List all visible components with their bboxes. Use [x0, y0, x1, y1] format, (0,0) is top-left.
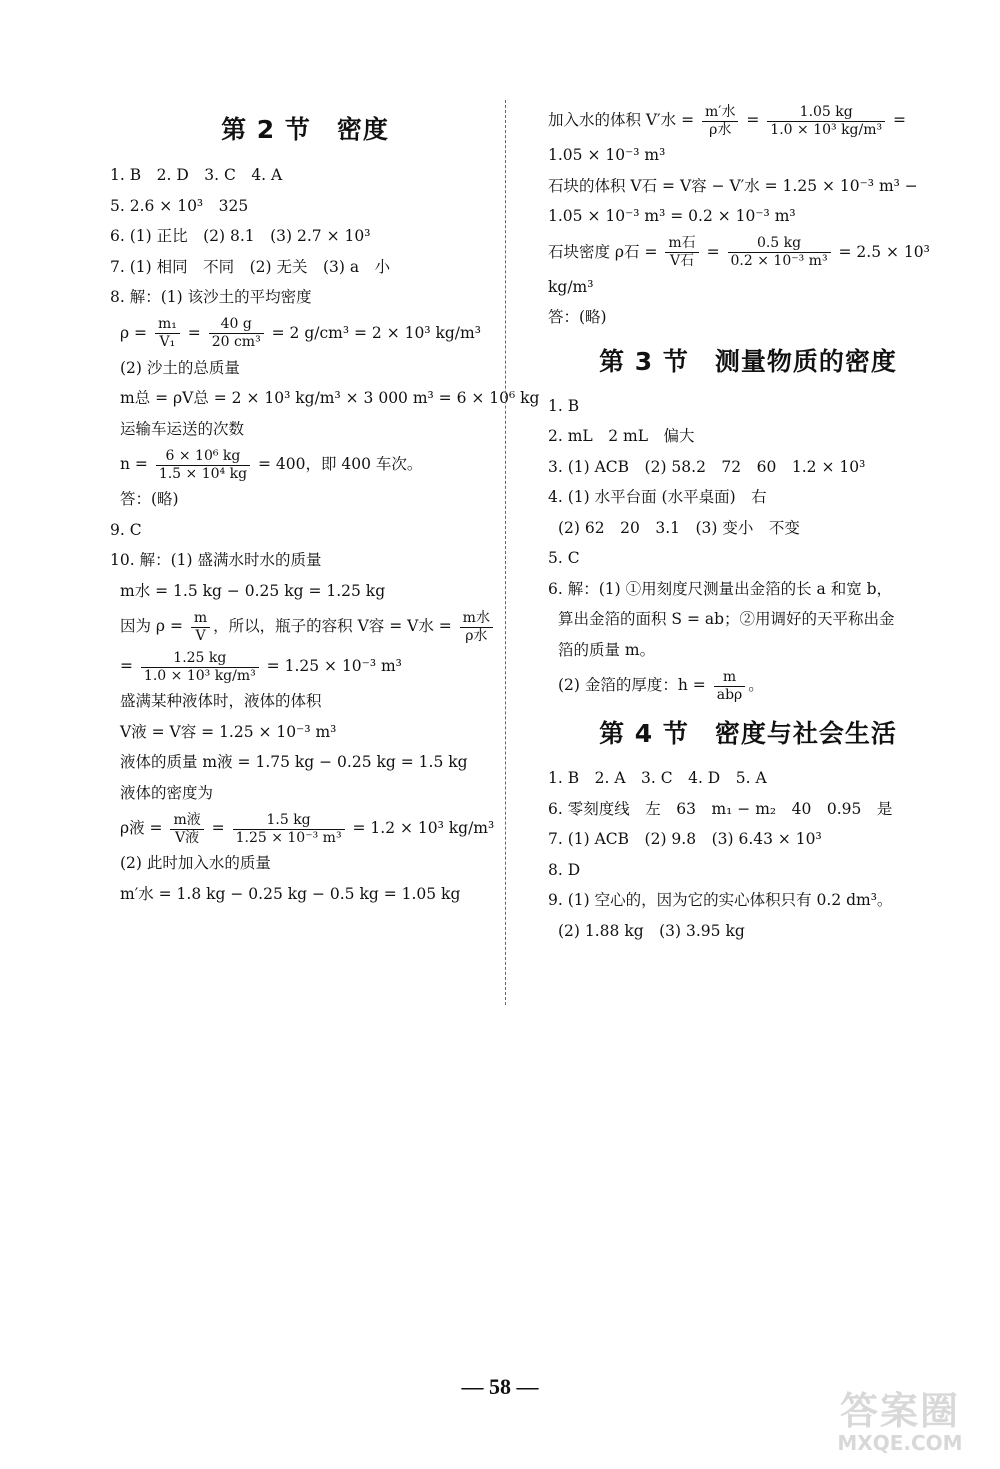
- answer-line: 6. 解：(1) ①用刻度尺测量出金箔的长 a 和宽 b，: [548, 579, 893, 598]
- answer-line: 5. C: [548, 549, 580, 567]
- answer-line: m′水 = 1.8 kg − 0.25 kg − 0.5 kg = 1.05 kg: [120, 884, 461, 903]
- fraction: $\frac{\text{m液}}{\text{V液}}$: [170, 812, 203, 847]
- watermark-logo: 答案圈 MXQE.COM: [837, 1389, 963, 1455]
- answer-line: m总 = ρV总 = 2 × 10³ kg/m³ × 3 000 m³ = 6 × 10⁶ kg: [120, 389, 540, 407]
- equation-density: ρ = $\frac{\text{m₁}}{\text{V₁}}$ = $\frac{40 g}{\text{20 cm³}}$ = 2 g/cm³ = 2 × 10³ kg/m³: [120, 316, 481, 350]
- answer-line: 液体的密度为: [120, 783, 214, 802]
- fraction: $\frac{\text{m石}}{\text{V石}}$: [665, 235, 698, 270]
- answer-line: (2) 1.88 kg (3) 3.95 kg: [558, 921, 745, 940]
- answer-line: 答：(略): [548, 308, 607, 326]
- answer-line: 8. D: [548, 860, 581, 879]
- fraction: $\frac{1.25 kg}{\text{1.0 × 10³ kg/m³}}$: [141, 650, 259, 685]
- right-column: [548, 100, 948, 946]
- fraction: $\frac{\text{m水}}{\text{ρ水}}$: [460, 610, 493, 645]
- answer-line: 7. (1) 相同 不同 (2) 无关 (3) a 小: [110, 257, 391, 276]
- section-title-2: 第 2 节 密度: [221, 115, 389, 144]
- fraction: $\frac{0.5 kg}{\text{0.2 × 10⁻³ m³}}$: [728, 235, 831, 270]
- column-divider: [505, 100, 506, 1005]
- fraction: $\frac{1.5 kg}{\text{1.25 × 10⁻³ m³}}$: [233, 812, 345, 847]
- answer-line: 7. (1) ACB (2) 9.8 (3) 6.43 × 10³: [548, 830, 822, 848]
- answer-line: 1. B: [548, 396, 580, 415]
- answer-line: 9. C: [110, 520, 142, 539]
- fraction: $\frac{40 g}{\text{20 cm³}}$: [209, 316, 264, 351]
- equation-liquid-density: ρ液 = $\frac{\text{m液}}{\text{V液}}$ = $\frac{1.5 kg}{\text{1.25 × 10⁻³ m³}}$ = 1.2 × 10³ kg/m³: [120, 811, 495, 846]
- answer-line: 1.05 × 10⁻³ m³ = 0.2 × 10⁻³ m³: [548, 207, 796, 225]
- equation-added-water-volume: 加入水的体积 V′水 = $\frac{\text{m′水}}{\text{ρ水}}$ = $\frac{1.05 kg}{\text{1.0 × 10³ kg/m³}}$ =: [548, 103, 907, 138]
- equation-stone-density: 石块密度 ρ石 = $\frac{\text{m石}}{\text{V石}}$ = $\frac{0.5 kg}{\text{0.2 × 10⁻³ m³}}$ = 2.5 × 10³: [548, 235, 930, 269]
- section-title-3: 第 3 节 测量物质的密度: [599, 346, 897, 376]
- answer-line: 1. B 2. A 3. C 4. D 5. A: [548, 769, 767, 787]
- answer-line: (2) 此时加入水的质量: [120, 854, 271, 872]
- fraction: $\frac{1.05 kg}{\text{1.0 × 10³ kg/m³}}$: [767, 104, 885, 139]
- left-column: [110, 100, 540, 909]
- answer-line: 石块的体积 V石 = V容 − V′水 = 1.25 × 10⁻³ m³ −: [548, 176, 918, 195]
- answer-line: 3. (1) ACB (2) 58.2 72 60 1.2 × 10³: [548, 457, 866, 476]
- page-number: — 58 —: [461, 1374, 539, 1399]
- answer-line: m水 = 1.5 kg − 0.25 kg = 1.25 kg: [120, 581, 386, 600]
- fraction: $\frac{\text{m₁}}{\text{V₁}}$: [155, 316, 180, 351]
- answer-line: 4. (1) 水平台面 (水平桌面) 右: [548, 488, 767, 506]
- answer-line: V液 = V容 = 1.25 × 10⁻³ m³: [120, 722, 337, 741]
- answer-line: (2) 沙土的总质量: [120, 358, 240, 377]
- fraction: $\frac{\text{m′水}}{\text{ρ水}}$: [702, 104, 738, 139]
- section-title-4: 第 4 节 密度与社会生活: [599, 719, 897, 748]
- answer-line: 2. mL 2 mL 偏大: [548, 427, 695, 445]
- answer-line: kg/m³: [548, 277, 594, 296]
- answer-line: 1.05 × 10⁻³ m³: [548, 146, 666, 164]
- answer-line: 5. 2.6 × 10³ 325: [110, 196, 249, 215]
- answer-line: 运输车运送的次数: [120, 419, 245, 438]
- answer-line: 算出金箔的面积 S = ab；②用调好的天平称出金: [558, 610, 895, 628]
- answer-line: 10. 解：(1) 盛满水时水的质量: [110, 551, 322, 569]
- answer-line: 箔的质量 m。: [558, 640, 656, 659]
- answer-line: 6. 零刻度线 左 63 m₁ − m₂ 40 0.95 是: [548, 799, 893, 818]
- answer-line: 液体的质量 m液 = 1.75 kg − 0.25 kg = 1.5 kg: [120, 753, 468, 771]
- fraction: $\frac{m}{V}$: [191, 610, 210, 645]
- equation-foil-thickness: (2) 金箔的厚度：h = $\frac{m}{\text{abρ}}$ 。: [558, 668, 764, 703]
- equation-volume: 因为 ρ = $\frac{m}{V}$ ，所以，瓶子的容积 V容 = V水 = $\frac{\text{m水}}{\text{ρ水}}$: [110, 606, 500, 646]
- answer-line: 答：(略): [120, 490, 179, 508]
- fraction: $\frac{m}{\text{abρ}}$: [714, 669, 746, 704]
- answer-line: (2) 62 20 3.1 (3) 变小 不变: [558, 518, 800, 537]
- answer-line: 1. B 2. D 3. C 4. A: [110, 166, 283, 184]
- equation-volume-result: = $\frac{1.25 kg}{\text{1.0 × 10³ kg/m³}}$ = 1.25 × 10⁻³ m³: [120, 649, 402, 684]
- equation-trips: n = $\frac{\text{6 × 10⁶ kg}}{\text{1.5 × 10⁴ kg}}$ = 400，即 400 车次。: [120, 447, 423, 482]
- fraction: $\frac{\text{6 × 10⁶ kg}}{\text{1.5 × 10⁴ kg}}$: [156, 448, 250, 483]
- answer-line: 9. (1) 空心的，因为它的实心体积只有 0.2 dm³。: [548, 891, 893, 909]
- answer-line: 盛满某种液体时，液体的体积: [120, 692, 322, 710]
- answer-line: 8. 解：(1) 该沙土的平均密度: [110, 288, 312, 306]
- answer-line: 6. (1) 正比 (2) 8.1 (3) 2.7 × 10³: [110, 227, 371, 245]
